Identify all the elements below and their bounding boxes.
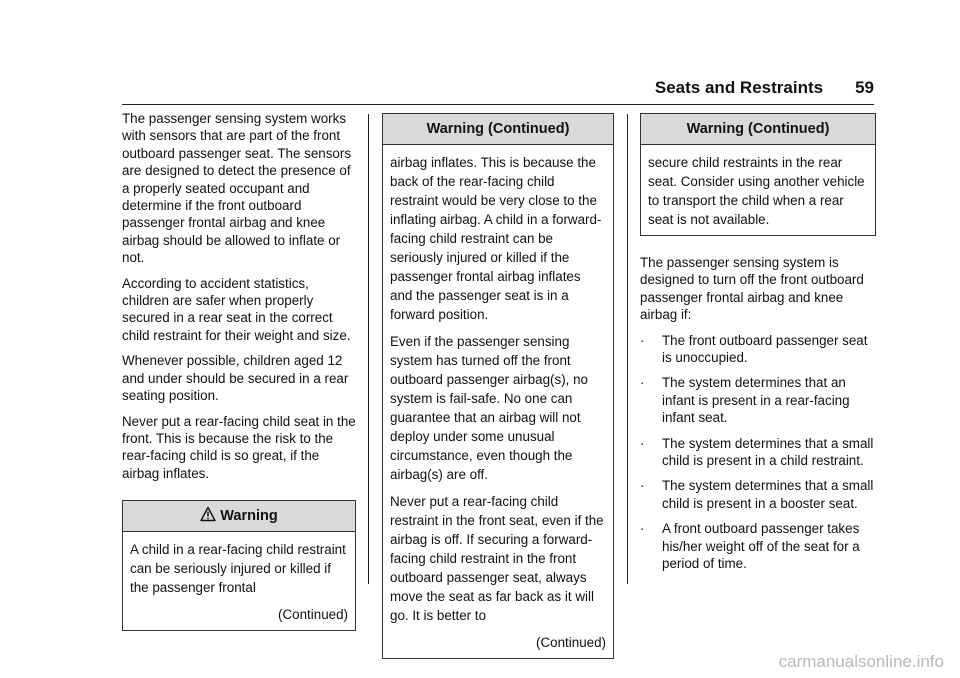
- page-number: 59: [855, 78, 874, 97]
- warning-box-header: [123, 501, 355, 532]
- list-item: [640, 435, 876, 470]
- column-1: [122, 110, 356, 631]
- continued-label: (Continued): [536, 635, 606, 650]
- list-item: [640, 477, 876, 512]
- warning-icon: [200, 503, 216, 519]
- warning-text: Never put a rear-facing child restraint in the front seat, even if the airbag is off. If securing a forward-facing child restraint in the front outboard passenger seat, always move the seat as far back as it will go. It is better to: [390, 494, 604, 623]
- header-rule: [122, 104, 874, 105]
- paragraph: The passenger sensing system is designed to turn off the front outboard passenger frontal airbag and knee airbag if:: [640, 255, 864, 323]
- bullet-glyph: ·: [640, 478, 645, 494]
- section-title: Seats and Restraints: [654, 78, 824, 97]
- warning-text: secure child restraints in the rear seat. Consider using another vehicle to transport the child when a rear seat is not available.: [648, 155, 865, 227]
- paragraph: Never put a rear-facing child seat in the front. This is because the risk to the rear-facing child is so great, if the airbag inflates.: [122, 413, 356, 481]
- paragraph: Whenever possible, children aged 12 and under should be secured in a rear seating position.: [122, 353, 349, 404]
- list-item-text: The system determines that an infant is present in a rear-facing infant seat.: [662, 375, 850, 426]
- warning-box-header: Warning (Continued): [383, 114, 613, 145]
- bullet-glyph: ·: [640, 521, 645, 537]
- warning-box: [122, 500, 356, 631]
- warning-title: Warning: [220, 508, 278, 525]
- warning-box-body: [123, 532, 355, 630]
- list-item: [640, 520, 876, 572]
- bullet-list: [640, 332, 876, 573]
- list-item-text: The system determines that a small child is present in a booster seat.: [662, 478, 874, 511]
- warning-box-body: [383, 145, 613, 658]
- list-item-text: A front outboard passenger takes his/her weight off of the seat for a period of time.: [662, 521, 860, 572]
- page-header: [0, 78, 874, 106]
- continued-label: (Continued): [278, 607, 348, 623]
- list-item: [640, 332, 876, 367]
- bullet-glyph: ·: [640, 435, 645, 451]
- warning-box-body: [641, 145, 875, 235]
- warning-text: Even if the passenger sensing system has turned off the front outboard passenger airbag(s), no system is fail-safe. No one can guarantee that an airbag will not deploy under some unusual circumstance, even though the airbag(s) are off.: [390, 334, 589, 482]
- warning-box-continued: [382, 113, 614, 659]
- warning-text: A child in a rear-facing child restraint can be seriously injured or killed if the passenger frontal: [130, 542, 346, 596]
- warning-text: airbag inflates. This is because the back of the rear-facing child restraint would be very close to the inflating airbag. A child in a forward-facing child restraint can be seriously injured or killed if the passenger frontal airbag inflates and the passenger seat is in a forward position.: [390, 155, 602, 322]
- list-item-text: The system determines that a small child is present in a child restraint.: [662, 435, 874, 469]
- paragraph: The passenger sensing system works with sensors that are part of the front outboard passenger seat. The sensors are designed to detect the presence of a properly seated occupant and determine if the front outboard passenger frontal airbag and knee airbag should be allowed to inflate or not.: [122, 111, 352, 266]
- column-divider-1: [368, 114, 369, 584]
- bullet-glyph: ·: [640, 332, 645, 348]
- bullet-glyph: ·: [640, 375, 645, 391]
- warning-box-header: Warning (Continued): [641, 114, 875, 145]
- list-item: [640, 374, 876, 426]
- paragraph: According to accident statistics, children are safer when properly secured in a rear seat in the correct child restraint for their weight and size.: [122, 275, 351, 343]
- watermark[interactable]: carmanualsonline.info: [778, 652, 944, 671]
- column-2: [382, 113, 614, 659]
- warning-box-continued: [640, 113, 876, 236]
- list-item-text: The front outboard passenger seat is unoccupied.: [662, 332, 868, 366]
- column-divider-2: [627, 114, 628, 584]
- column-3: [640, 113, 876, 581]
